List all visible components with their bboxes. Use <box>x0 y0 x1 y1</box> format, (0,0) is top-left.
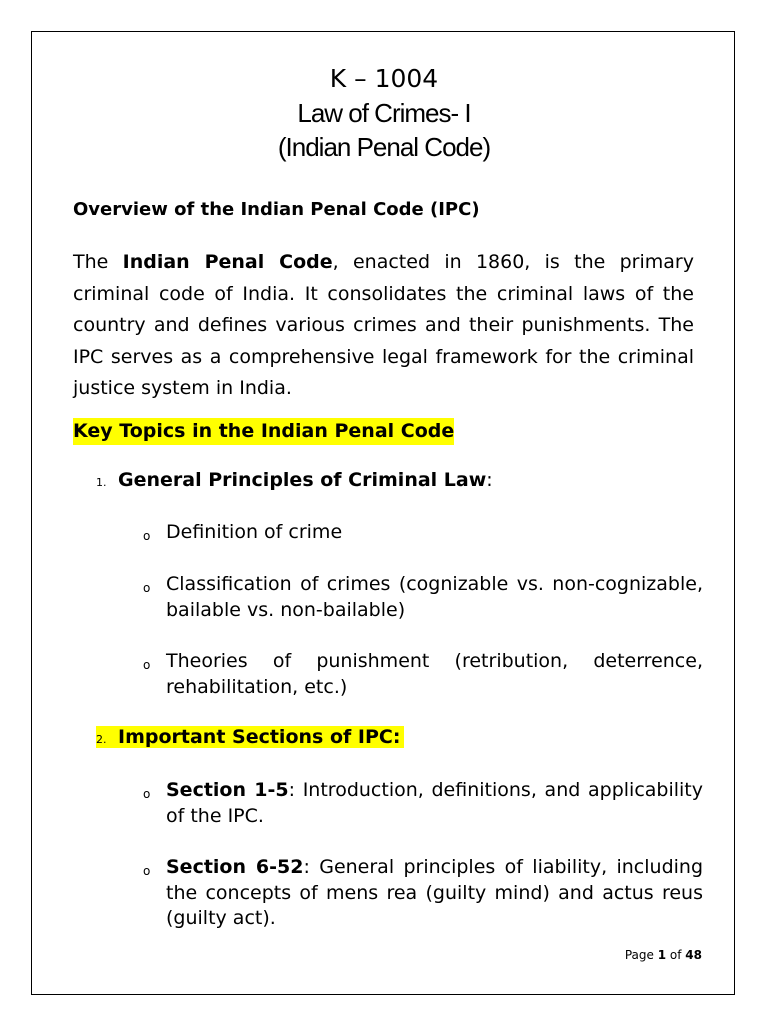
bullet-text: Definition of crime <box>166 521 343 543</box>
bullet-circle-icon: o <box>143 864 151 878</box>
list-item <box>143 649 703 700</box>
of-word: of <box>669 948 682 962</box>
page-border <box>31 31 735 995</box>
list-item <box>143 778 703 829</box>
intro-paragraph <box>73 247 694 405</box>
overview-heading: Overview of the Indian Penal Code (IPC) <box>73 199 480 220</box>
section-description: : Introduction, definitions, and applicability of the IPC. <box>166 779 703 827</box>
section-heading <box>118 469 493 491</box>
list-item <box>143 572 703 623</box>
list-number: 1. <box>96 476 107 489</box>
section-range: Section 6-52 <box>166 856 304 878</box>
numbered-item-2 <box>96 726 404 748</box>
current-page: 1 <box>657 948 667 962</box>
total-pages: 48 <box>685 948 702 962</box>
bullet-text <box>166 778 703 829</box>
list-item <box>143 520 703 546</box>
intro-rest: , enacted in 1860, is the primary criminal code of India. It consolidates the criminal laws of the country and defines various crimes and their punishments. The IPC serves as a comprehensive legal framework for the criminal justice system in India. <box>73 251 694 399</box>
section-heading-suffix: : <box>486 469 493 491</box>
page-number <box>625 947 702 963</box>
intro-start: The <box>73 251 123 273</box>
bullet-circle-icon: o <box>143 581 151 595</box>
subject-title: Law of Crimes- I <box>297 98 471 128</box>
page-word: Page <box>624 948 654 962</box>
section-range: Section 1-5 <box>166 779 289 801</box>
numbered-item-1 <box>96 469 493 491</box>
list-item <box>143 855 703 932</box>
subject-subtitle: (Indian Penal Code) <box>277 132 491 162</box>
bullet-text: Classification of crimes (cognizable vs. non-cognizable, bailable vs. non-bailable) <box>166 573 703 621</box>
intro-bold-term: Indian Penal Code <box>122 251 333 273</box>
bullet-circle-icon: o <box>143 658 151 672</box>
bullet-text: Theories of punishment (retribution, deterrence, rehabilitation, etc.) <box>166 650 703 698</box>
section-description: : General principles of liability, including the concepts of mens rea (guilty mind) and actus reus (guilty act). <box>166 856 704 929</box>
section-heading-text: General Principles of Criminal Law <box>118 469 487 491</box>
list-number: 2. <box>96 733 107 746</box>
key-topics-heading: Key Topics in the Indian Penal Code <box>73 418 454 445</box>
section-heading: Important Sections of IPC: <box>118 726 401 748</box>
bullet-text <box>166 855 703 932</box>
course-code: K – 1004 <box>329 64 439 93</box>
bullet-circle-icon: o <box>143 529 151 543</box>
document-title <box>0 62 768 164</box>
bullet-circle-icon: o <box>143 787 151 801</box>
